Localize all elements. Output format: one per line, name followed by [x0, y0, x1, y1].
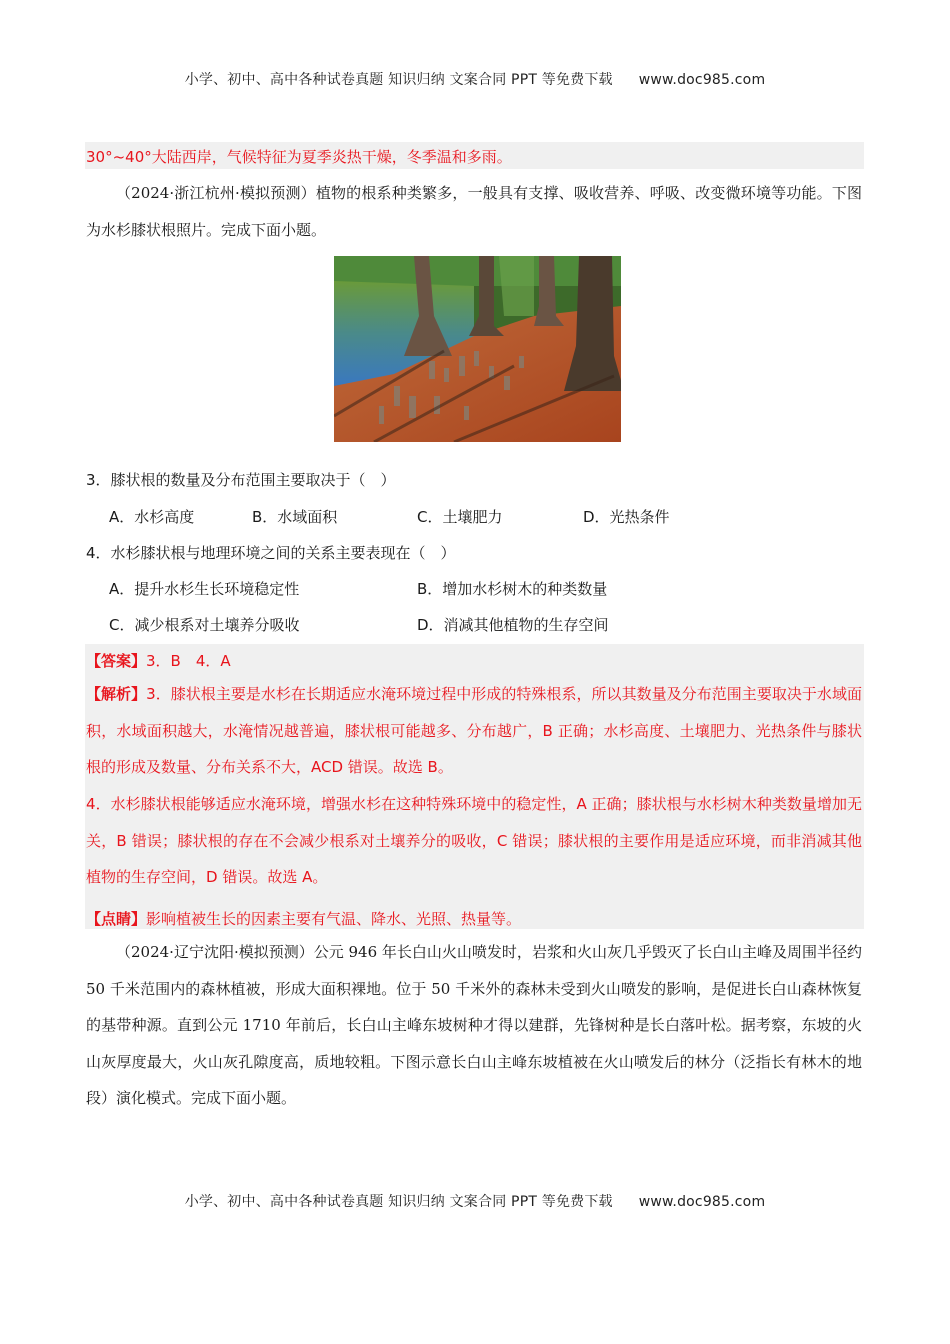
- footer-text: 小学、初中、高中各种试卷真题 知识归纳 文案合同 PPT 等免费下载: [184, 1194, 613, 1210]
- question-intro-2: （2024·辽宁沈阳·模拟预测）公元 946 年长白山火山喷发时，岩浆和火山灰几乎毁灭了长白山主峰及周围半径约 50 千米范围内的森林植被，形成大面积裸地。位于 50 千米外的森林未受到火山喷发的影响，是促进长白山森林恢复的基带种源。直到公元 1710 年前后，长白山主峰东坡树种才得以建群，先锋树种是长白落叶松。据考察，东坡的火山灰厚度最大，火山灰孔隙度高，质地较粗。下图示意长白山主峰东坡植被在火山喷发后的林分（泛指长有林木的地段）演化模式。完成下面小题。: [86, 943, 862, 1107]
- tip-label: 【点睛】: [86, 910, 147, 928]
- analysis-3-text: 3．膝状根主要是水杉在长期适应水淹环境过程中形成的特殊根系，所以其数量及分布范围主要取决于水域面积，水域面积越大，水淹情况越普遍，膝状根可能越多、分布越广，B 正确；水杉高度、土壤肥力、光热条件与膝状根的形成及数量、分布关系不大，ACD 错误。故选 B。: [86, 685, 862, 776]
- analysis-4: 4．水杉膝状根能够适应水淹环境，增强水杉在这种特殊环境中的稳定性，A 正确；膝状根与水杉树木种类数量增加无关，B 错误；膝状根的存在不会减少根系对土壤养分的吸收，C 错误；膝状根的主要作用是适应环境，而非消减其他植物的生存空间，D 错误。故选 A。: [86, 795, 862, 886]
- tip-text: 影响植被生长的因素主要有气温、降水、光照、热量等。: [146, 910, 522, 928]
- header-text: 小学、初中、高中各种试卷真题 知识归纳 文案合同 PPT 等免费下载: [184, 72, 613, 88]
- q3-option-c[interactable]: C．土壤肥力: [417, 508, 503, 526]
- analysis-label: 【解析】: [86, 685, 147, 703]
- tip-line: [86, 908, 521, 929]
- q3-option-a[interactable]: A．水杉高度: [109, 508, 195, 526]
- analysis-3: [86, 676, 862, 786]
- q4-option-c[interactable]: C．减少根系对土壤养分吸收: [109, 616, 300, 634]
- q4-option-d[interactable]: D．消减其他植物的生存空间: [417, 616, 609, 634]
- question-3-stem: 3．膝状根的数量及分布范围主要取决于（ ）: [86, 471, 396, 489]
- prev-answer-tail: 30°~40°大陆西岸，气候特征为夏季炎热干燥，冬季温和多雨。: [86, 148, 512, 166]
- page-header: [0, 69, 950, 89]
- q3-option-b[interactable]: B．水域面积: [252, 508, 338, 526]
- page-footer: [0, 1191, 950, 1211]
- answer-label: 【答案】: [86, 652, 147, 670]
- question-intro-1: （2024·浙江杭州·模拟预测）植物的根系种类繁多，一般具有支撑、吸收营养、呼吸、改变微环境等功能。下图为水杉膝状根照片。完成下面小题。: [86, 184, 862, 239]
- q4-option-a[interactable]: A．提升水杉生长环境稳定性: [109, 580, 300, 598]
- q4-option-b[interactable]: B．增加水杉树木的种类数量: [417, 580, 608, 598]
- q3-option-d[interactable]: D．光热条件: [583, 508, 670, 526]
- header-url[interactable]: www.doc985.com: [638, 72, 766, 88]
- answer-line: [86, 650, 231, 671]
- cypress-knee-root-photo: [334, 256, 621, 442]
- question-4-stem: 4．水杉膝状根与地理环境之间的关系主要表现在（ ）: [86, 544, 456, 562]
- answer-text: 3．B 4．A: [146, 652, 231, 670]
- footer-url[interactable]: www.doc985.com: [638, 1194, 766, 1210]
